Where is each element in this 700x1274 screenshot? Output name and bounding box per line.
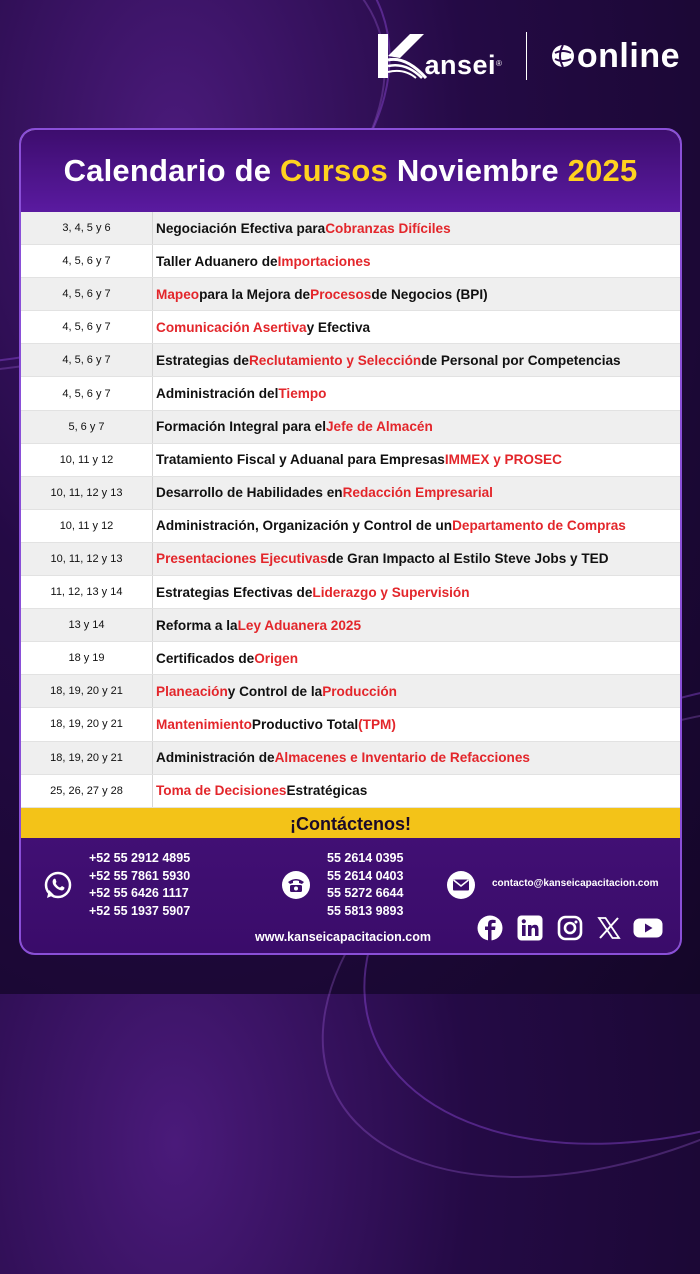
course-title [153, 708, 680, 740]
course-title-highlight: Toma de Decisiones [156, 783, 287, 799]
course-title-text: Reforma a la [156, 617, 238, 633]
title-highlight: Cursos [279, 153, 388, 188]
course-title [153, 675, 680, 707]
course-title-text: Administración del [156, 386, 279, 402]
course-row [21, 245, 680, 278]
online-logo [551, 37, 680, 76]
globe-icon [551, 44, 575, 68]
course-title [153, 742, 680, 774]
x-icon[interactable] [596, 915, 622, 941]
online-text: online [576, 36, 680, 75]
course-title [153, 377, 680, 409]
phone-icon[interactable] [281, 870, 311, 900]
course-row [21, 576, 680, 609]
course-title-highlight: Liderazgo y Supervisión [312, 584, 470, 600]
course-title-text: Estrategias de [156, 352, 249, 368]
course-title-highlight: Cobranzas Difíciles [325, 220, 451, 236]
course-date: 18, 19, 20 y 21 [21, 742, 153, 774]
youtube-icon[interactable] [633, 915, 663, 941]
registered-mark: ® [495, 58, 502, 68]
course-title [153, 311, 680, 343]
course-title [153, 642, 680, 674]
course-title [153, 510, 680, 542]
course-title-highlight: Mantenimiento [156, 716, 252, 732]
contact-footer [21, 838, 680, 953]
course-row [21, 742, 680, 775]
course-title [153, 278, 680, 310]
course-title-text: Productivo Total [251, 716, 359, 732]
course-title-highlight: Procesos [310, 286, 372, 302]
course-date: 3, 4, 5 y 6 [21, 212, 153, 244]
course-title-highlight: Importaciones [277, 253, 371, 269]
course-title [153, 245, 680, 277]
course-title [153, 444, 680, 476]
course-title-highlight: IMMEX y PROSEC [444, 452, 562, 468]
course-date: 13 y 14 [21, 609, 153, 641]
course-title-text: Estratégicas [286, 783, 368, 799]
course-title-text: Formación Integral para el [156, 419, 326, 435]
linkedin-icon[interactable] [517, 915, 543, 941]
course-title-highlight: Departamento de Compras [452, 518, 626, 534]
course-title [153, 411, 680, 443]
course-title [153, 609, 680, 641]
course-row [21, 278, 680, 311]
whatsapp-number[interactable]: +52 55 6426 1117 [89, 886, 189, 900]
course-title [153, 576, 680, 608]
course-title-text: Certificados de [156, 650, 255, 666]
course-row [21, 708, 680, 741]
course-date: 25, 26, 27 y 28 [21, 775, 153, 807]
course-date: 18, 19, 20 y 21 [21, 675, 153, 707]
title-part: Noviembre [388, 153, 568, 188]
course-title-text: de Gran Impacto al Estilo Steve Jobs y TED [327, 551, 609, 567]
email-icon[interactable] [446, 870, 476, 900]
course-date: 18, 19, 20 y 21 [21, 708, 153, 740]
course-title-text: Desarrollo de Habilidades en [156, 485, 343, 501]
course-calendar-card [19, 128, 682, 955]
course-row [21, 510, 680, 543]
phone-numbers [327, 850, 403, 920]
brand-name: ansei [424, 49, 496, 80]
course-date: 11, 12, 13 y 14 [21, 576, 153, 608]
instagram-icon[interactable] [557, 915, 583, 941]
course-date: 4, 5, 6 y 7 [21, 245, 153, 277]
course-title-text: y Control de la [227, 683, 323, 699]
course-title-highlight: Mapeo [156, 286, 200, 302]
phone-number[interactable]: 55 2614 0395 [327, 851, 404, 865]
course-date: 4, 5, 6 y 7 [21, 311, 153, 343]
whatsapp-numbers [89, 850, 190, 920]
facebook-icon[interactable] [477, 915, 503, 941]
course-row [21, 411, 680, 444]
phone-number[interactable]: 55 5813 9893 [327, 903, 404, 918]
phone-number[interactable]: 55 5272 6644 [327, 886, 404, 900]
course-title [153, 344, 680, 376]
title-part: Calendario de [63, 153, 280, 188]
course-title-text: de Personal por Competencias [421, 352, 621, 368]
course-title-text: Tratamiento Fiscal y Aduanal para Empresas [156, 452, 445, 468]
course-date: 10, 11 y 12 [21, 510, 153, 542]
course-title [153, 477, 680, 509]
course-title-highlight: Producción [322, 683, 397, 699]
course-row [21, 775, 680, 808]
header-logos [376, 26, 680, 86]
course-title [153, 212, 680, 244]
course-row [21, 675, 680, 708]
course-date: 10, 11 y 12 [21, 444, 153, 476]
course-row [21, 212, 680, 245]
course-title-highlight: Reclutamiento y Selección [248, 352, 422, 368]
course-title-text: Administración, Organización y Control de un [156, 518, 453, 534]
course-row [21, 609, 680, 642]
course-title-highlight: Ley Aduanera 2025 [237, 617, 362, 633]
website-link[interactable]: www.kanseicapacitacion.com [255, 930, 431, 944]
course-row [21, 377, 680, 410]
whatsapp-number[interactable]: +52 55 2912 4895 [89, 851, 191, 865]
course-title-text: Administración de [156, 750, 275, 766]
logo-divider [526, 32, 527, 80]
course-title-text: de Negocios (BPI) [371, 286, 488, 302]
title-year: 2025 [567, 153, 638, 188]
course-title-text: Estrategias Efectivas de [156, 584, 313, 600]
course-row [21, 444, 680, 477]
course-date: 18 y 19 [21, 642, 153, 674]
whatsapp-number[interactable]: +52 55 7861 5930 [89, 868, 191, 883]
course-title-highlight: (TPM) [358, 716, 396, 732]
course-title-text: Negociación Efectiva para [156, 220, 326, 236]
course-title-text: y Efectiva [306, 319, 371, 335]
course-row [21, 543, 680, 576]
course-title-highlight: Almacenes e Inventario de Refacciones [274, 750, 530, 766]
phone-number[interactable]: 55 2614 0403 [327, 868, 404, 883]
course-date: 10, 11, 12 y 13 [21, 477, 153, 509]
course-row [21, 477, 680, 510]
kansei-logo [376, 30, 501, 82]
whatsapp-icon[interactable] [43, 870, 73, 900]
contact-heading: ¡Contáctenos! [21, 808, 680, 841]
course-title-highlight: Tiempo [278, 386, 327, 402]
course-date: 4, 5, 6 y 7 [21, 377, 153, 409]
course-date: 4, 5, 6 y 7 [21, 344, 153, 376]
course-title-text: Taller Aduanero de [156, 253, 278, 269]
course-title [153, 775, 680, 807]
kansei-k-icon [376, 30, 428, 82]
whatsapp-number[interactable]: +52 55 1937 5907 [89, 903, 191, 918]
course-row [21, 344, 680, 377]
course-row [21, 642, 680, 675]
course-title-highlight: Comunicación Asertiva [156, 319, 307, 335]
course-title-highlight: Jefe de Almacén [325, 419, 433, 435]
course-title-highlight: Redacción Empresarial [342, 485, 493, 501]
course-date: 4, 5, 6 y 7 [21, 278, 153, 310]
course-title [153, 543, 680, 575]
course-title-highlight: Presentaciones Ejecutivas [156, 551, 328, 567]
calendar-header [21, 130, 680, 212]
course-title-highlight: Origen [254, 650, 299, 666]
course-date: 5, 6 y 7 [21, 411, 153, 443]
course-row [21, 311, 680, 344]
course-title-text: para la Mejora de [199, 286, 311, 302]
course-date: 10, 11, 12 y 13 [21, 543, 153, 575]
email-link[interactable]: contacto@kanseicapacitacion.com [492, 878, 659, 889]
course-table [21, 212, 680, 808]
page-title [64, 153, 638, 189]
course-title-highlight: Planeación [156, 683, 228, 699]
